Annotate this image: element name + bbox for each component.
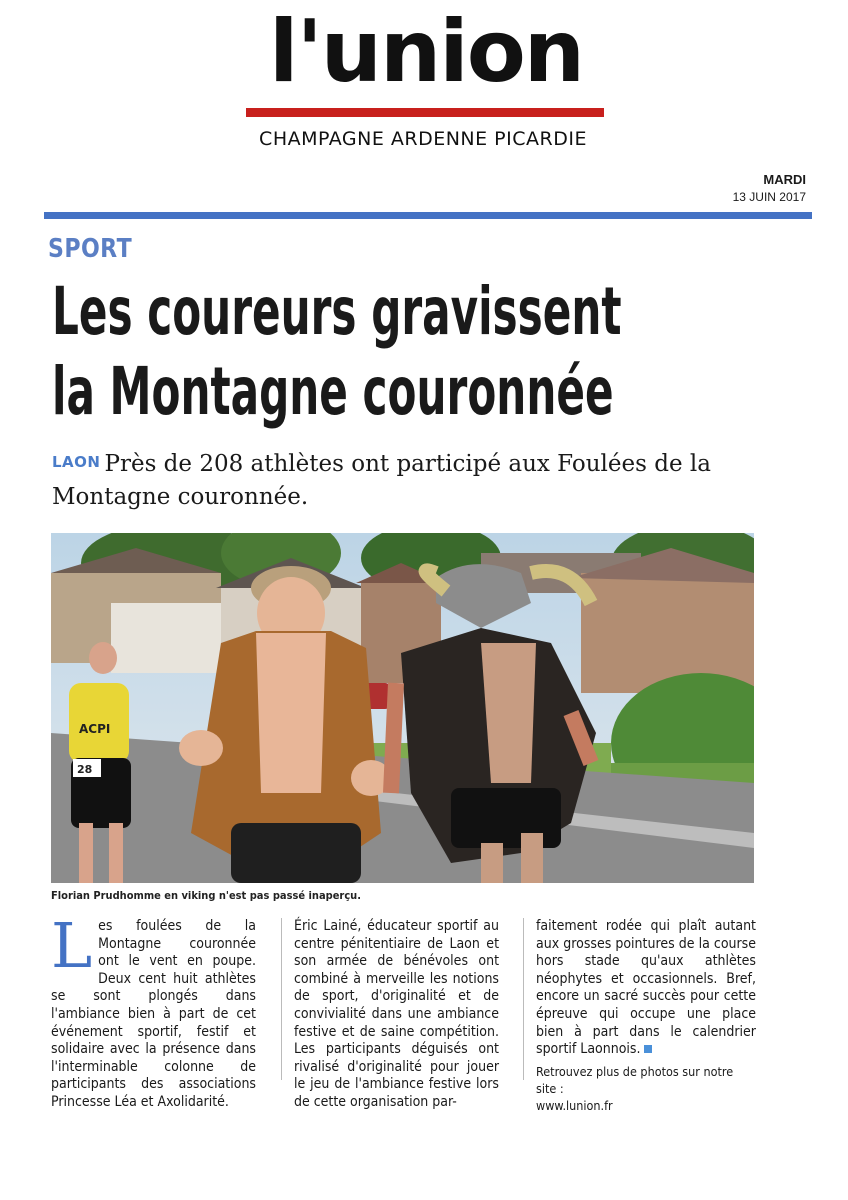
article-lead xyxy=(52,448,752,514)
body-paragraph-2: Éric Lainé, éducateur sportif au centre pénitentiaire de Laon et son armée de bénévoles ont combiné à merveille les notions de sport, d'originalité et de convivialité dans une ambiance festive et de saine compétition. Les participants déguisés ont rivalisé d'originalité pour jouer le jeu de l'ambiance festive lors de cette organisation par- xyxy=(294,918,499,1110)
column-divider xyxy=(523,918,524,1080)
lead-kicker: LAON xyxy=(52,453,101,471)
logo-red-bar xyxy=(246,108,604,117)
date-full: 13 JUIN 2017 xyxy=(732,190,806,204)
body-paragraph-1: es foulées de la Montagne couronnée ont le vent en poupe. Deux cent huit athlètes se sont plongés dans l'ambiance bien à part de cet événement sportif, festif et solidaire avec la présence dans l'interminable colonne de participants des associations Princesse Léa et Axolidarité. xyxy=(51,918,256,1110)
body-column-2 xyxy=(294,918,499,1112)
lead-text: Près de 208 athlètes ont participé aux Foulées de la Montagne couronnée. xyxy=(52,451,711,510)
body-column-1 xyxy=(51,909,256,1112)
article-headline xyxy=(52,272,691,432)
photo-illustration xyxy=(51,533,754,883)
masthead xyxy=(0,0,848,160)
headline-line-1: Les coureurs gravissent xyxy=(52,273,622,350)
body-paragraph-3: faitement rodée qui plaît autant aux grosses pointures de la course hors stade qu'aux athlètes néophytes et occasionnels. Bref, encore un sacré succès pour cette épreuve qui occupe une place bien à part dans le calendrier sportif Laonnois. xyxy=(536,918,756,1058)
newspaper-logo: l'union xyxy=(268,2,584,102)
edition-name: CHAMPAGNE ARDENNE PICARDIE xyxy=(259,128,587,150)
more-photos-line-1: Retrouvez plus de photos sur notre site : xyxy=(536,1063,734,1096)
headline-line-2: la Montagne couronnée xyxy=(52,353,614,430)
header-divider xyxy=(44,212,812,219)
bib-number: 28 xyxy=(77,763,93,776)
drop-cap: L xyxy=(51,909,93,982)
section-label: SPORT xyxy=(48,234,133,264)
column-divider xyxy=(281,918,282,1080)
body-column-3 xyxy=(536,918,756,1114)
photo-caption: Florian Prudhomme en viking n'est pas passé inaperçu. xyxy=(51,889,361,902)
article-photo xyxy=(51,533,754,883)
website-link[interactable]: www.lunion.fr xyxy=(536,1097,613,1113)
more-photos-note xyxy=(536,1063,756,1114)
end-of-article-icon xyxy=(644,1045,652,1053)
jersey-text: ACPI xyxy=(79,722,111,736)
date-day: MARDI xyxy=(763,172,806,187)
